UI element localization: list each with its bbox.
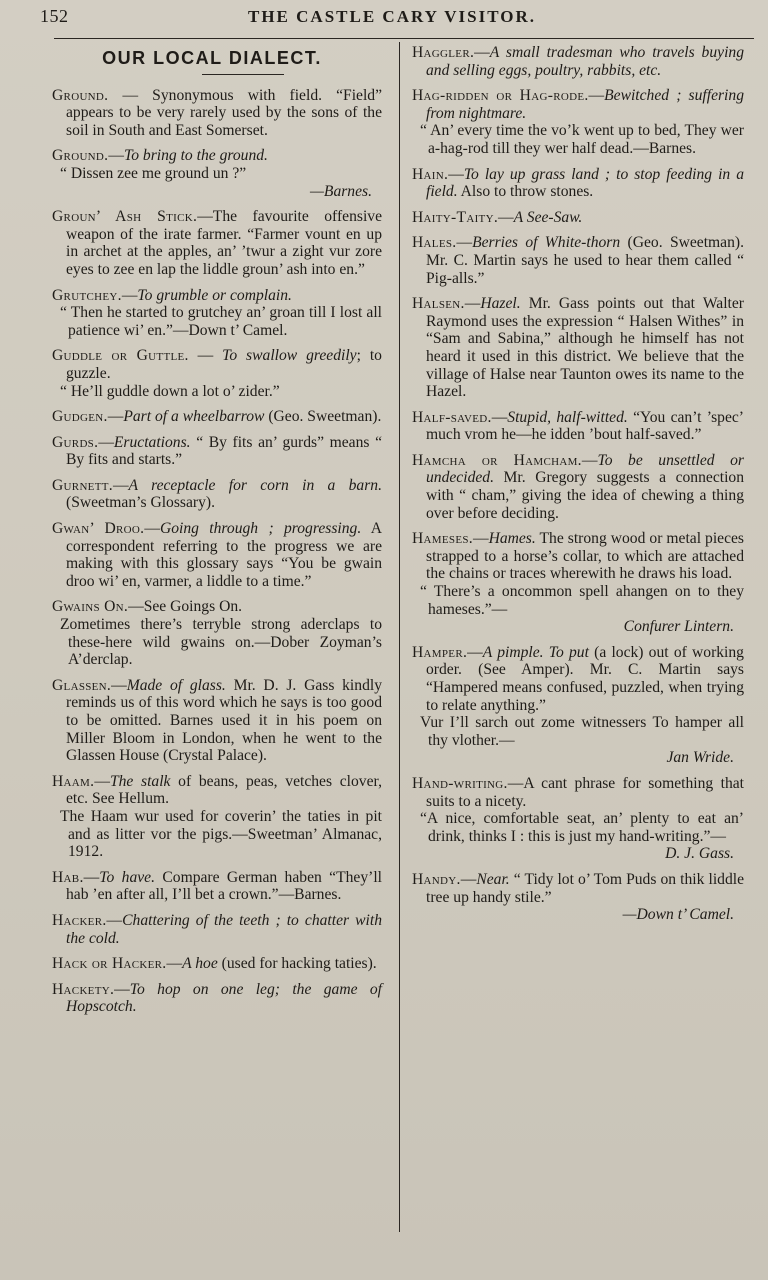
entry-separator: —	[197, 208, 213, 226]
entry-text: (used for hacking taties).	[217, 955, 377, 973]
glossary-entry	[52, 287, 382, 340]
glossary-entry	[52, 773, 382, 861]
entry-text: The favourite offensive weapon of the irate farmer. “Farmer vount en up in archet at the apples, an’ ’twur a zight vur zore eyes to zee en lap the liddle groun’ ash into en.”	[66, 208, 382, 278]
entry-body	[52, 869, 382, 904]
headword: Grutchey.	[52, 286, 122, 304]
glossary-entry	[52, 477, 382, 512]
headword: Gudgen.	[52, 408, 108, 426]
entry-separator: —	[166, 955, 183, 973]
entry-separator: —	[98, 433, 114, 451]
headword: Hand-writing.	[412, 774, 508, 792]
entry-separator: —	[144, 520, 160, 538]
headword: Haggler.	[412, 44, 475, 61]
definition: A pimple. To put	[482, 643, 589, 661]
entry-text: (Geo. Sweetman). Mr. C. Martin says he used to hear them called “ Pig-alls.”	[426, 234, 744, 287]
entry-separator: —	[474, 44, 490, 61]
glossary-entry	[412, 871, 744, 924]
glossary-entry	[412, 644, 744, 767]
headword: Hacker.	[52, 911, 107, 929]
definition: To bring to the ground.	[123, 147, 268, 165]
left-entries	[52, 87, 382, 1016]
attribution: Jan Wride.	[666, 749, 734, 767]
entry-body	[52, 598, 382, 616]
definition: To lay up grass land ; to stop feeding in a field.	[426, 165, 744, 201]
entry-text: Mr. D. J. Gass kindly reminds us of this word which he says is too good to be omitted. Barnes used it in his poem on Miller Bloom in London, when he went to the Glassen House (Crystal Palace).	[66, 676, 382, 765]
entry-body	[52, 677, 382, 765]
entry-text: Mr. Gregory suggests a connection with “ cham,” giving the idea of chewing a thing over before deciding.	[426, 469, 744, 522]
entry-body	[52, 147, 382, 165]
headword: Glassen.	[52, 676, 112, 694]
entry-text: “You can’t ’spec’ much vrom he—he idden ’bout half-saved.”	[426, 408, 744, 444]
entry-separator: —	[114, 980, 130, 998]
glossary-entry	[52, 208, 382, 278]
entry-text: Also to throw stones.	[457, 183, 594, 201]
quotation: “ There’s a oncommon spell ahangen on to they hameses.”—	[420, 583, 744, 618]
entry-body	[412, 452, 744, 522]
entry-body	[412, 87, 744, 122]
quotation: “ Then he started to grutchey an’ groan till I lost all patience wi’ en.”—Down t’ Camel.	[60, 304, 382, 339]
glossary-entry	[52, 87, 382, 140]
quotation: The Haam wur used for coverin’ the taties in pit and as litter vor the pigs.—Sweetman’ Almanac, 1912.	[60, 807, 382, 861]
entry-body	[412, 644, 744, 714]
entry-body	[52, 87, 382, 140]
entry-separator: —	[588, 87, 605, 105]
glossary-entry	[412, 234, 744, 287]
definition: The stalk	[109, 772, 171, 790]
headword: Hameses.	[412, 530, 473, 548]
entry-body	[412, 44, 744, 79]
glossary-entry	[52, 408, 382, 426]
definition: Chattering of the teeth ; to chatter with the cold.	[66, 911, 382, 947]
entry-body	[412, 295, 744, 401]
header-rule	[54, 38, 754, 39]
entry-separator: —	[94, 772, 110, 790]
entry-text: ; to guzzle.	[66, 347, 382, 382]
glossary-entry	[412, 452, 744, 522]
entry-body	[52, 520, 382, 590]
glossary-entry	[52, 955, 382, 973]
glossary-entry	[52, 869, 382, 904]
glossary-entry	[52, 347, 382, 400]
entry-separator: —	[472, 530, 489, 548]
headword: Ground.	[52, 147, 109, 165]
entry-separator: —	[448, 165, 464, 183]
headword: Gwains On.	[52, 598, 129, 616]
glossary-entry	[52, 147, 382, 200]
column-divider	[399, 42, 400, 1232]
quotation: Zometimes there’s terryble strong aderclaps to these-here wild gwains on.—Dober Zoyman’s A’derclap.	[60, 616, 382, 669]
definition: To grumble or complain.	[137, 286, 292, 304]
title-underline	[202, 74, 284, 75]
headword: Gwan’ Droo.	[52, 520, 145, 538]
entry-body	[412, 775, 744, 810]
headword: Hain.	[412, 165, 449, 183]
definition: Going through ; progressing.	[159, 520, 362, 538]
entry-body	[52, 347, 382, 382]
glossary-entry	[412, 209, 744, 227]
glossary-entry	[412, 530, 744, 636]
entry-body	[52, 912, 382, 947]
entry-body	[412, 234, 744, 287]
entry-separator: —	[188, 347, 223, 365]
entry-separator: —	[498, 208, 514, 226]
page-header	[0, 4, 768, 32]
attribution: —Down t’ Camel.	[622, 906, 734, 924]
entry-text: Mr. Gass points out that Walter Raymond uses the expression “ Halsen Withes” in “Sam and Sabina,” although he himself has not heard it used in this district. We believe that the village of Halse near Taunton owes its name to the Hazel.	[426, 295, 744, 401]
entry-text: (Sweetman’s Glossary).	[66, 494, 215, 512]
entry-body	[412, 209, 744, 227]
headword: Groun’ Ash Stick.	[52, 208, 198, 226]
definition: Made of glass.	[126, 676, 226, 694]
definition: A See-Saw.	[513, 208, 583, 226]
definition: To be unsettled or undecided.	[426, 451, 744, 487]
definition: Near.	[476, 870, 510, 888]
headword: Haam.	[52, 772, 95, 790]
entry-body	[52, 477, 382, 512]
entry-separator: —	[491, 408, 508, 426]
headword: Ground.	[52, 86, 109, 104]
entry-separator: —	[108, 86, 153, 104]
glossary-entry	[412, 409, 744, 444]
entry-text: “ By fits an’ gurds” means “ By fits and starts.”	[66, 433, 382, 469]
glossary-entry	[52, 981, 382, 1016]
headword: Haity-Taity.	[412, 208, 499, 226]
entry-text: Synonymous with field. “Field” appears to be very rarely used by the sons of the soil in South and East Somerset.	[66, 86, 383, 139]
glossary-entry	[412, 166, 744, 201]
entry-body	[412, 409, 744, 444]
headword: Hamcha or Hamcham.	[412, 451, 582, 469]
glossary-entry	[52, 598, 382, 668]
headword: Gurds.	[52, 433, 99, 451]
glossary-entry	[52, 912, 382, 947]
entry-text: (Geo. Sweetman).	[264, 408, 382, 426]
entry-separator: —	[111, 676, 127, 694]
attribution: Confurer Lintern.	[623, 618, 734, 636]
entry-separator: —	[460, 870, 477, 888]
glossary-entry	[412, 87, 744, 157]
entry-text: A cant phrase for something that suits to a nicety.	[426, 774, 744, 810]
glossary-entry	[52, 520, 382, 590]
attribution: —Barnes.	[310, 182, 372, 200]
glossary-entry	[412, 295, 744, 401]
entry-separator: —	[464, 295, 481, 313]
glossary-entry	[52, 434, 382, 469]
quotation: “ An’ every time the vo’k went up to bed, They wer a-hag-rod till they wer half dead.—Barnes.	[420, 122, 744, 157]
definition: A hoe	[182, 955, 218, 973]
headword: Hab.	[52, 868, 84, 886]
definition: Hazel.	[480, 295, 521, 313]
entry-text: “ Tidy lot o’ Tom Puds on thik liddle tree up handy stile.”	[426, 870, 744, 906]
page-number: 152	[40, 6, 69, 26]
definition: Hames.	[488, 530, 536, 548]
headword: Handy.	[412, 870, 461, 888]
entry-separator: —	[121, 286, 138, 304]
quotation: “ He’ll guddle down a lot o’ zider.”	[60, 382, 280, 400]
definition: Berries of White-thorn	[472, 234, 621, 252]
entry-body	[52, 981, 382, 1016]
entry-text: Compare German haben “They’ll hab ’en after all, I’ll bet a crown.”—Barnes.	[66, 868, 382, 904]
headword: Hackety.	[52, 980, 115, 998]
definition: Part of a wheelbarrow	[123, 408, 265, 426]
quotation: Vur I’ll sarch out zome witnessers To hamper all thy vlother.—	[420, 714, 744, 749]
entry-separator: —	[507, 774, 524, 792]
entry-body	[52, 208, 382, 278]
headword: Halsen.	[412, 295, 465, 313]
right-column	[412, 44, 744, 932]
entry-separator: —	[467, 643, 483, 661]
headword: Half-saved.	[412, 408, 492, 426]
entry-text: See Goings On.	[143, 598, 243, 616]
definition: To have.	[99, 868, 155, 886]
entry-body	[52, 287, 382, 305]
glossary-entry	[412, 44, 744, 79]
definition: A small tradesman who travels buying and selling eggs, poultry, rabbits, etc.	[426, 44, 744, 79]
entry-text: (a lock) out of working order. (See Amper). Mr. C. Martin says “Hampered means confused, puzzled, when trying to relate anything.”	[426, 643, 744, 714]
entry-body	[52, 955, 382, 973]
definition: A receptacle for corn in a barn.	[128, 476, 382, 494]
entry-separator: —	[112, 476, 129, 494]
entry-body	[412, 166, 744, 201]
headword: Hack or Hacker.	[52, 955, 167, 973]
definition: Eructations.	[113, 433, 191, 451]
left-column	[52, 44, 382, 1024]
entry-separator: —	[107, 408, 124, 426]
headword: Gurnett.	[52, 476, 113, 494]
quotation: “A nice, comfortable seat, an’ plenty to eat an’ drink, thinks I : this is just my hand-writing.”—	[420, 810, 744, 845]
running-title: THE CASTLE CARY VISITOR.	[248, 7, 536, 26]
headword: Hales.	[412, 234, 457, 252]
quotation: “ Dissen zee me ground un ?”	[60, 164, 247, 182]
headword: Hag-ridden or Hag-rode.	[412, 87, 589, 105]
entry-separator: —	[128, 598, 144, 616]
headword: Hamper.	[412, 643, 468, 661]
section-title: OUR LOCAL DIALECT.	[102, 48, 322, 68]
entry-separator: —	[456, 234, 473, 252]
definition: Stupid, half-witted.	[507, 408, 628, 426]
entry-separator: —	[106, 911, 123, 929]
glossary-entry	[412, 775, 744, 863]
entry-text: A correspondent referring to the progress we are making with this glossary says “You be gwain droo wi’ en, varmer, a liddle to a time.”	[66, 520, 382, 590]
entry-body	[412, 530, 744, 583]
entry-body	[52, 408, 382, 426]
entry-body	[412, 871, 744, 906]
headword: Guddle or Guttle.	[52, 347, 189, 365]
entry-text: of beans, peas, vetches clover, etc. See Hellum.	[66, 772, 382, 808]
entry-separator: —	[83, 868, 100, 886]
definition: To swallow greedily	[222, 347, 357, 365]
definition: Bewitched ; suffering from nightmare.	[426, 87, 744, 122]
entry-separator: —	[581, 451, 598, 469]
entry-separator: —	[108, 147, 124, 165]
glossary-entry	[52, 677, 382, 765]
definition: To hop on one leg; the game of Hopscotch.	[66, 980, 382, 1016]
entry-body	[52, 773, 382, 808]
attribution: D. J. Gass.	[665, 845, 734, 863]
right-entries	[412, 44, 744, 924]
entry-body	[52, 434, 382, 469]
entry-text: The strong wood or metal pieces strapped to a horse’s collar, to which are attached the chains or traces wherewith he draws his load.	[426, 530, 744, 583]
